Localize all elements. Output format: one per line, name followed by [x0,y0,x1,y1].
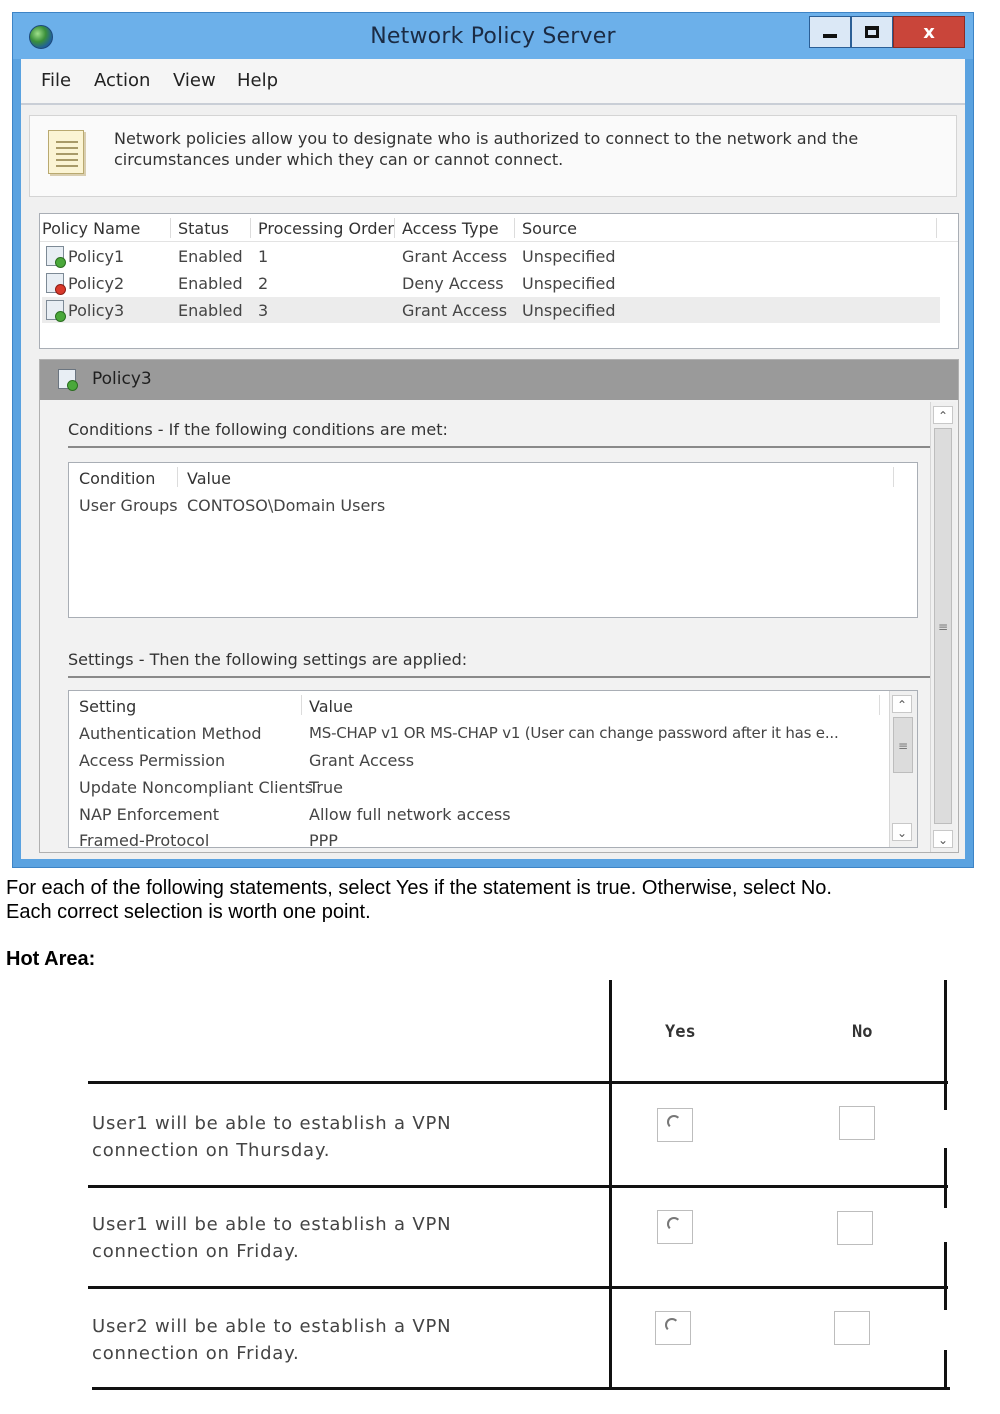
policy-access-type: Grant Access [402,247,508,266]
table-divider [944,1350,947,1390]
radio-icon [665,1318,679,1332]
question-instructions [6,876,832,924]
settings-scrollbar[interactable] [889,691,917,847]
policy-order: 2 [258,274,269,293]
statement-line: User1 will be able to establish a VPN [92,1113,452,1134]
table-divider [88,1185,948,1188]
policy-name: Policy2 [68,274,125,293]
policy-source: Unspecified [522,301,616,320]
scroll-thumb[interactable]: ≡ [893,717,913,773]
close-icon: x [923,21,935,43]
minimize-icon [823,34,837,38]
table-divider [944,1148,947,1208]
table-divider [944,980,947,1110]
policy-source: Unspecified [522,247,616,266]
maximize-button[interactable] [851,16,893,48]
settings-grid[interactable] [68,690,918,848]
setting-name: Authentication Method [79,724,262,743]
instruction-line: For each of the following statements, select Yes if the statement is true. Otherwise, select No. [6,877,832,899]
menu-view[interactable]: View [173,70,216,91]
yes-column-header: Yes [665,1022,696,1042]
conditions-column-condition[interactable]: Condition [79,469,156,488]
setting-name: Framed-Protocol [79,831,210,848]
menu-help[interactable]: Help [237,70,279,91]
scroll-up-icon[interactable]: ⌃ [892,695,912,713]
no-option-1[interactable] [839,1106,875,1140]
setting-name: Access Permission [79,751,226,770]
policy-allow-icon [58,369,76,389]
table-divider [92,1387,950,1390]
menu-file[interactable]: File [41,70,72,91]
detail-header [40,360,958,400]
policy-list-header [40,214,958,242]
column-processing-order[interactable]: Processing Order [258,219,394,238]
condition-value: CONTOSO\Domain Users [187,496,386,515]
statement-line: connection on Friday. [92,1343,300,1364]
nps-window [12,12,974,868]
table-divider [88,1286,948,1289]
column-access-type[interactable]: Access Type [402,219,499,238]
policy-status: Enabled [178,301,243,320]
setting-value: Allow full network access [309,805,511,824]
instruction-line: Each correct selection is worth one point. [6,901,371,923]
conditions-column-value[interactable]: Value [187,469,231,488]
no-option-3[interactable] [834,1311,870,1345]
statement-2 [92,1211,451,1265]
section-divider [68,446,932,448]
policy-order: 3 [258,301,269,320]
yes-option-3[interactable] [655,1311,691,1345]
conditions-label: Conditions - If the following conditions are met: [68,420,448,439]
hot-area-label: Hot Area: [6,948,96,970]
statement-3 [92,1313,451,1367]
title-bar[interactable] [13,13,973,59]
window-title: Network Policy Server [370,24,616,49]
window-client-area [21,59,965,859]
policy-access-type: Deny Access [402,274,504,293]
settings-label: Settings - Then the following settings are applied: [68,650,468,669]
setting-value: True [309,778,343,797]
yes-option-1[interactable] [657,1108,693,1142]
setting-name: Update Noncompliant Clients [79,778,314,797]
policy-name: Policy1 [68,247,125,266]
yes-option-2[interactable] [657,1210,693,1244]
detail-scrollbar[interactable] [930,402,956,852]
section-divider [68,676,940,678]
policy-list[interactable] [39,213,959,349]
answer-table [0,980,1000,1400]
radio-icon [667,1115,681,1129]
policy-name: Policy3 [68,301,125,320]
detail-title: Policy3 [92,369,152,389]
policy-row[interactable] [42,270,940,296]
menu-bar [21,59,965,105]
statement-line: connection on Thursday. [92,1140,331,1161]
policy-allow-icon [46,300,64,320]
policy-status: Enabled [178,247,243,266]
scroll-down-icon[interactable]: ⌄ [933,830,953,848]
info-text: Network policies allow you to designate who is authorized to connect to the network and the circumstances under which they can or cannot connect. [114,129,859,169]
scroll-thumb[interactable]: ≡ [934,428,952,824]
policy-detail-pane [39,359,959,853]
setting-name: NAP Enforcement [79,805,220,824]
policy-source: Unspecified [522,274,616,293]
column-status[interactable]: Status [178,219,229,238]
close-button[interactable] [893,16,965,48]
document-icon [48,130,84,174]
table-divider [944,1242,947,1310]
condition-name: User Groups [79,496,178,515]
policy-deny-icon [46,273,64,293]
statement-line: connection on Friday. [92,1241,300,1262]
settings-column-setting[interactable]: Setting [79,697,137,716]
statement-1 [92,1110,451,1164]
statement-line: User2 will be able to establish a VPN [92,1316,452,1337]
no-column-header: No [852,1022,873,1042]
policy-row-selected[interactable] [42,297,940,323]
policy-access-type: Grant Access [402,301,508,320]
setting-value: PPP [309,831,338,848]
scroll-up-icon[interactable]: ⌃ [933,406,953,424]
policy-allow-icon [46,246,64,266]
policy-status: Enabled [178,274,243,293]
minimize-button[interactable] [809,16,851,48]
policy-row[interactable] [42,243,940,269]
info-banner [29,115,957,197]
table-divider [88,1081,948,1084]
conditions-grid[interactable] [68,462,918,618]
menu-action[interactable]: Action [94,70,151,91]
column-policy-name[interactable]: Policy Name [42,219,141,238]
policy-order: 1 [258,247,269,266]
no-option-2[interactable] [837,1211,873,1245]
maximize-icon [865,26,879,38]
scroll-down-icon[interactable]: ⌄ [892,823,912,841]
statement-line: User1 will be able to establish a VPN [92,1214,452,1235]
setting-value: Grant Access [309,751,415,770]
radio-icon [667,1217,681,1231]
settings-column-value[interactable]: Value [309,697,353,716]
setting-value: MS-CHAP v1 OR MS-CHAP v1 (User can change password after it has e... [309,724,839,742]
column-source[interactable]: Source [522,219,577,238]
